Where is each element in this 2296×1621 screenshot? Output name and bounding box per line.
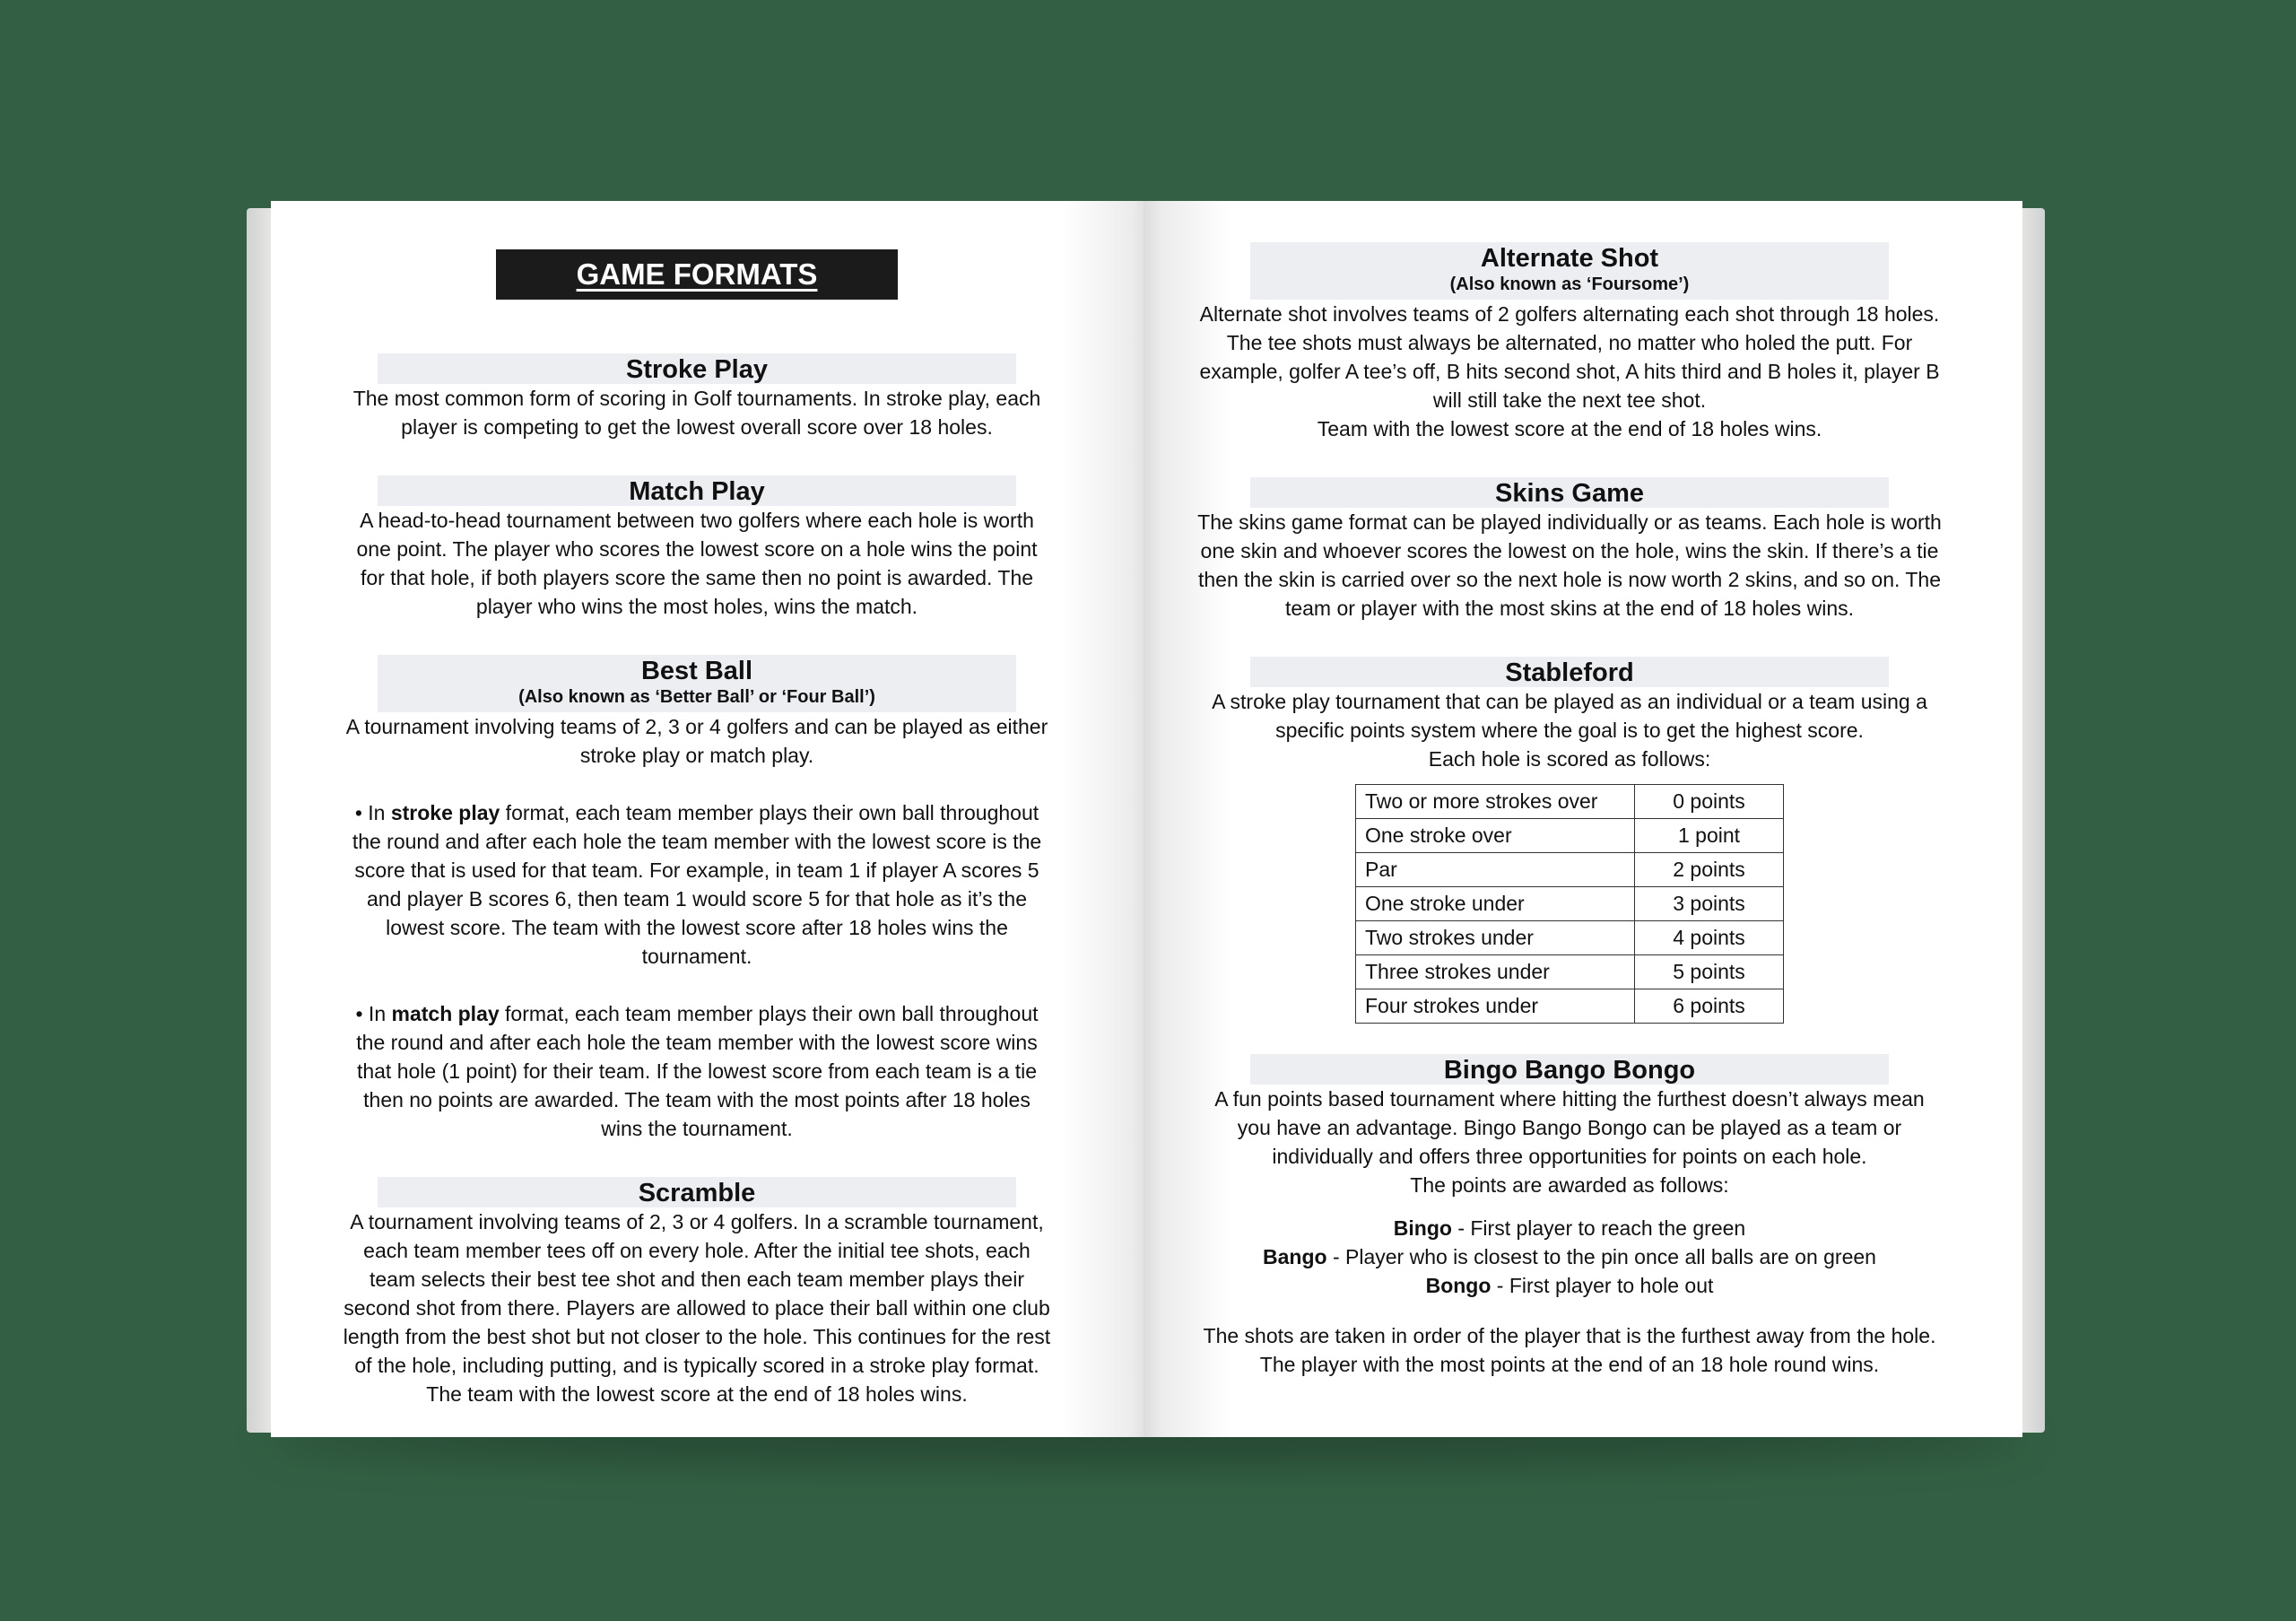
section-aka: (Also known as ‘Foursome’) xyxy=(1449,275,1690,294)
alternate-shot-section xyxy=(1197,242,1942,443)
section-heading: Scramble xyxy=(638,1179,756,1207)
table-cell-points: 5 points xyxy=(1635,955,1784,989)
section-body: A head-to-head tournament between two golfers where each hole is worth one point. The player who scores the lowest score on a hole wins the point for that hole, if both players score the same then no point is awarded. The player who wins the most holes, wins the match. xyxy=(356,509,1038,618)
bongo-line xyxy=(1197,1271,1942,1300)
section-body: A stroke play tournament that can be played as an individual or a team using a specific points system where the goal is to get the highest score. xyxy=(1212,690,1927,742)
bullet-keyword: match play xyxy=(391,1002,500,1025)
left-page-content xyxy=(343,201,1051,1408)
section-heading: Stroke Play xyxy=(626,355,768,384)
section-body: The skins game format can be played individually or as teams. Each hole is worth one skin and whoever scores the lowest on the hole, wins the skin. If there’s a tie then the skin is carried over so the next hole is now worth 2 skins, and so on. The team or player with the most skins at the end of 18 holes wins. xyxy=(1197,510,1942,620)
table-cell-desc: One stroke under xyxy=(1356,887,1635,921)
section-heading: Alternate Shot xyxy=(1480,244,1659,273)
table-row xyxy=(1356,989,1784,1024)
table-row xyxy=(1356,785,1784,819)
table-cell-points: 4 points xyxy=(1635,921,1784,955)
section-body: A tournament involving teams of 2, 3 or 4 golfers. In a scramble tournament, each team member tees off on every hole. After the initial tee shots, each team selects their best tee shot and then each team member plays their second shot from there. Players are allowed to place their ball within one club length from the best shot but not closer to the hole. This continues for the rest of the hole, including putting, and is typically scored in a stroke play format. The team with the lowest score at the end of 18 holes wins. xyxy=(343,1210,1051,1406)
section-heading-bar xyxy=(1250,242,1889,300)
stroke-play-section xyxy=(343,353,1051,441)
open-book xyxy=(247,201,2045,1437)
section-heading: Bingo Bango Bongo xyxy=(1443,1056,1696,1085)
bingo-label: Bingo xyxy=(1393,1216,1452,1240)
table-cell-points: 3 points xyxy=(1635,887,1784,921)
table-cell-desc: Four strokes under xyxy=(1356,989,1635,1024)
table-row xyxy=(1356,819,1784,853)
section-heading-bar xyxy=(378,475,1016,506)
table-cell-desc: Par xyxy=(1356,853,1635,887)
section-body: The most common form of scoring in Golf tournaments. In stroke play, each player is competing to get the lowest overall score over 18 holes. xyxy=(352,387,1041,439)
bingo-text: - First player to reach the green xyxy=(1451,1216,1746,1240)
section-body-2: Each hole is scored as follows: xyxy=(1428,747,1711,771)
right-page xyxy=(1144,201,2022,1437)
section-body: Alternate shot involves teams of 2 golfers alternating each shot through 18 holes. The tee shots must always be alternated, no matter who holed the putt. For example, golfer A tee’s off, B hits second shot, A hits third and B holes it, player B will still take the next tee shot. xyxy=(1199,302,1940,412)
table-row xyxy=(1356,853,1784,887)
section-heading: Best Ball xyxy=(640,657,753,685)
table-row xyxy=(1356,955,1784,989)
table-row xyxy=(1356,921,1784,955)
bingo-line xyxy=(1197,1214,1942,1242)
table-cell-points: 6 points xyxy=(1635,989,1784,1024)
section-heading: Match Play xyxy=(629,477,765,506)
section-heading-bar xyxy=(1250,1054,1889,1085)
section-heading-bar xyxy=(378,353,1016,384)
table-cell-desc: One stroke over xyxy=(1356,819,1635,853)
table-cell-points: 2 points xyxy=(1635,853,1784,887)
stableford-section xyxy=(1197,657,1942,1024)
skins-game-section xyxy=(1197,477,1942,623)
bongo-text: - First player to hole out xyxy=(1491,1274,1714,1297)
table-cell-points: 1 point xyxy=(1635,819,1784,853)
bango-label: Bango xyxy=(1263,1245,1327,1268)
section-body-2: Team with the lowest score at the end of 18 holes wins. xyxy=(1317,417,1822,440)
bullet-text: format, each team member plays their own ball throughout the round and after each hole the team member with the lowest score is the score that is used for that team. For example, in team 1 if player A scores 5 and player B scores 6, then team 1 would score 5 for that hole as it’s the lowest score. The team with the lowest score after 18 holes wins the tournament. xyxy=(352,801,1042,968)
bingo-bango-bongo-section xyxy=(1197,1054,1942,1379)
bullet-text: format, each team member plays their own ball throughout the round and after each hole the team member with the lowest score wins that hole (1 point) for their team. If the lowest score from each team is a tie then no points are awarded. The team with the most points after 18 holes wins the tournament. xyxy=(356,1002,1039,1140)
section-heading-bar xyxy=(1250,477,1889,508)
section-body-2: The points are awarded as follows: xyxy=(1410,1173,1729,1197)
bongo-label: Bongo xyxy=(1425,1274,1492,1297)
bango-text: - Player who is closest to the pin once all balls are on green xyxy=(1326,1245,1876,1268)
table-row xyxy=(1356,887,1784,921)
table-cell-desc: Three strokes under xyxy=(1356,955,1635,989)
bullet-match-play xyxy=(343,999,1051,1143)
bullet-keyword: stroke play xyxy=(390,801,500,824)
table-cell-desc: Two strokes under xyxy=(1356,921,1635,955)
match-play-section xyxy=(343,475,1051,621)
bango-line xyxy=(1197,1242,1942,1271)
right-page-content xyxy=(1197,201,1942,1379)
bullet-prefix: • In xyxy=(354,801,391,824)
section-heading-bar xyxy=(378,1177,1016,1207)
page-title: GAME FORMATS xyxy=(496,249,898,300)
left-page xyxy=(271,201,1150,1437)
table-cell-points: 0 points xyxy=(1635,785,1784,819)
stableford-points-table xyxy=(1355,784,1784,1024)
section-heading: Stableford xyxy=(1505,658,1634,687)
bullet-prefix: • In xyxy=(355,1002,392,1025)
best-ball-section xyxy=(343,655,1051,1143)
section-heading-bar xyxy=(1250,657,1889,687)
section-heading-bar xyxy=(378,655,1016,712)
section-body: A tournament involving teams of 2, 3 or 4 golfers and can be played as either stroke play or match play. xyxy=(345,715,1048,767)
closing-text: The shots are taken in order of the player that is the furthest away from the hole. The player with the most points at the end of an 18 hole round wins. xyxy=(1203,1324,1936,1376)
table-cell-desc: Two or more strokes over xyxy=(1356,785,1635,819)
section-body: A fun points based tournament where hitting the furthest doesn’t always mean you have an advantage. Bingo Bango Bongo can be played as a team or individually and offers three opportunities for points on each hole. xyxy=(1214,1087,1925,1168)
section-heading: Skins Game xyxy=(1494,479,1645,508)
scramble-section xyxy=(343,1177,1051,1408)
section-aka: (Also known as ‘Better Ball’ or ‘Four Ball’) xyxy=(518,687,875,707)
bullet-stroke-play xyxy=(343,798,1051,971)
